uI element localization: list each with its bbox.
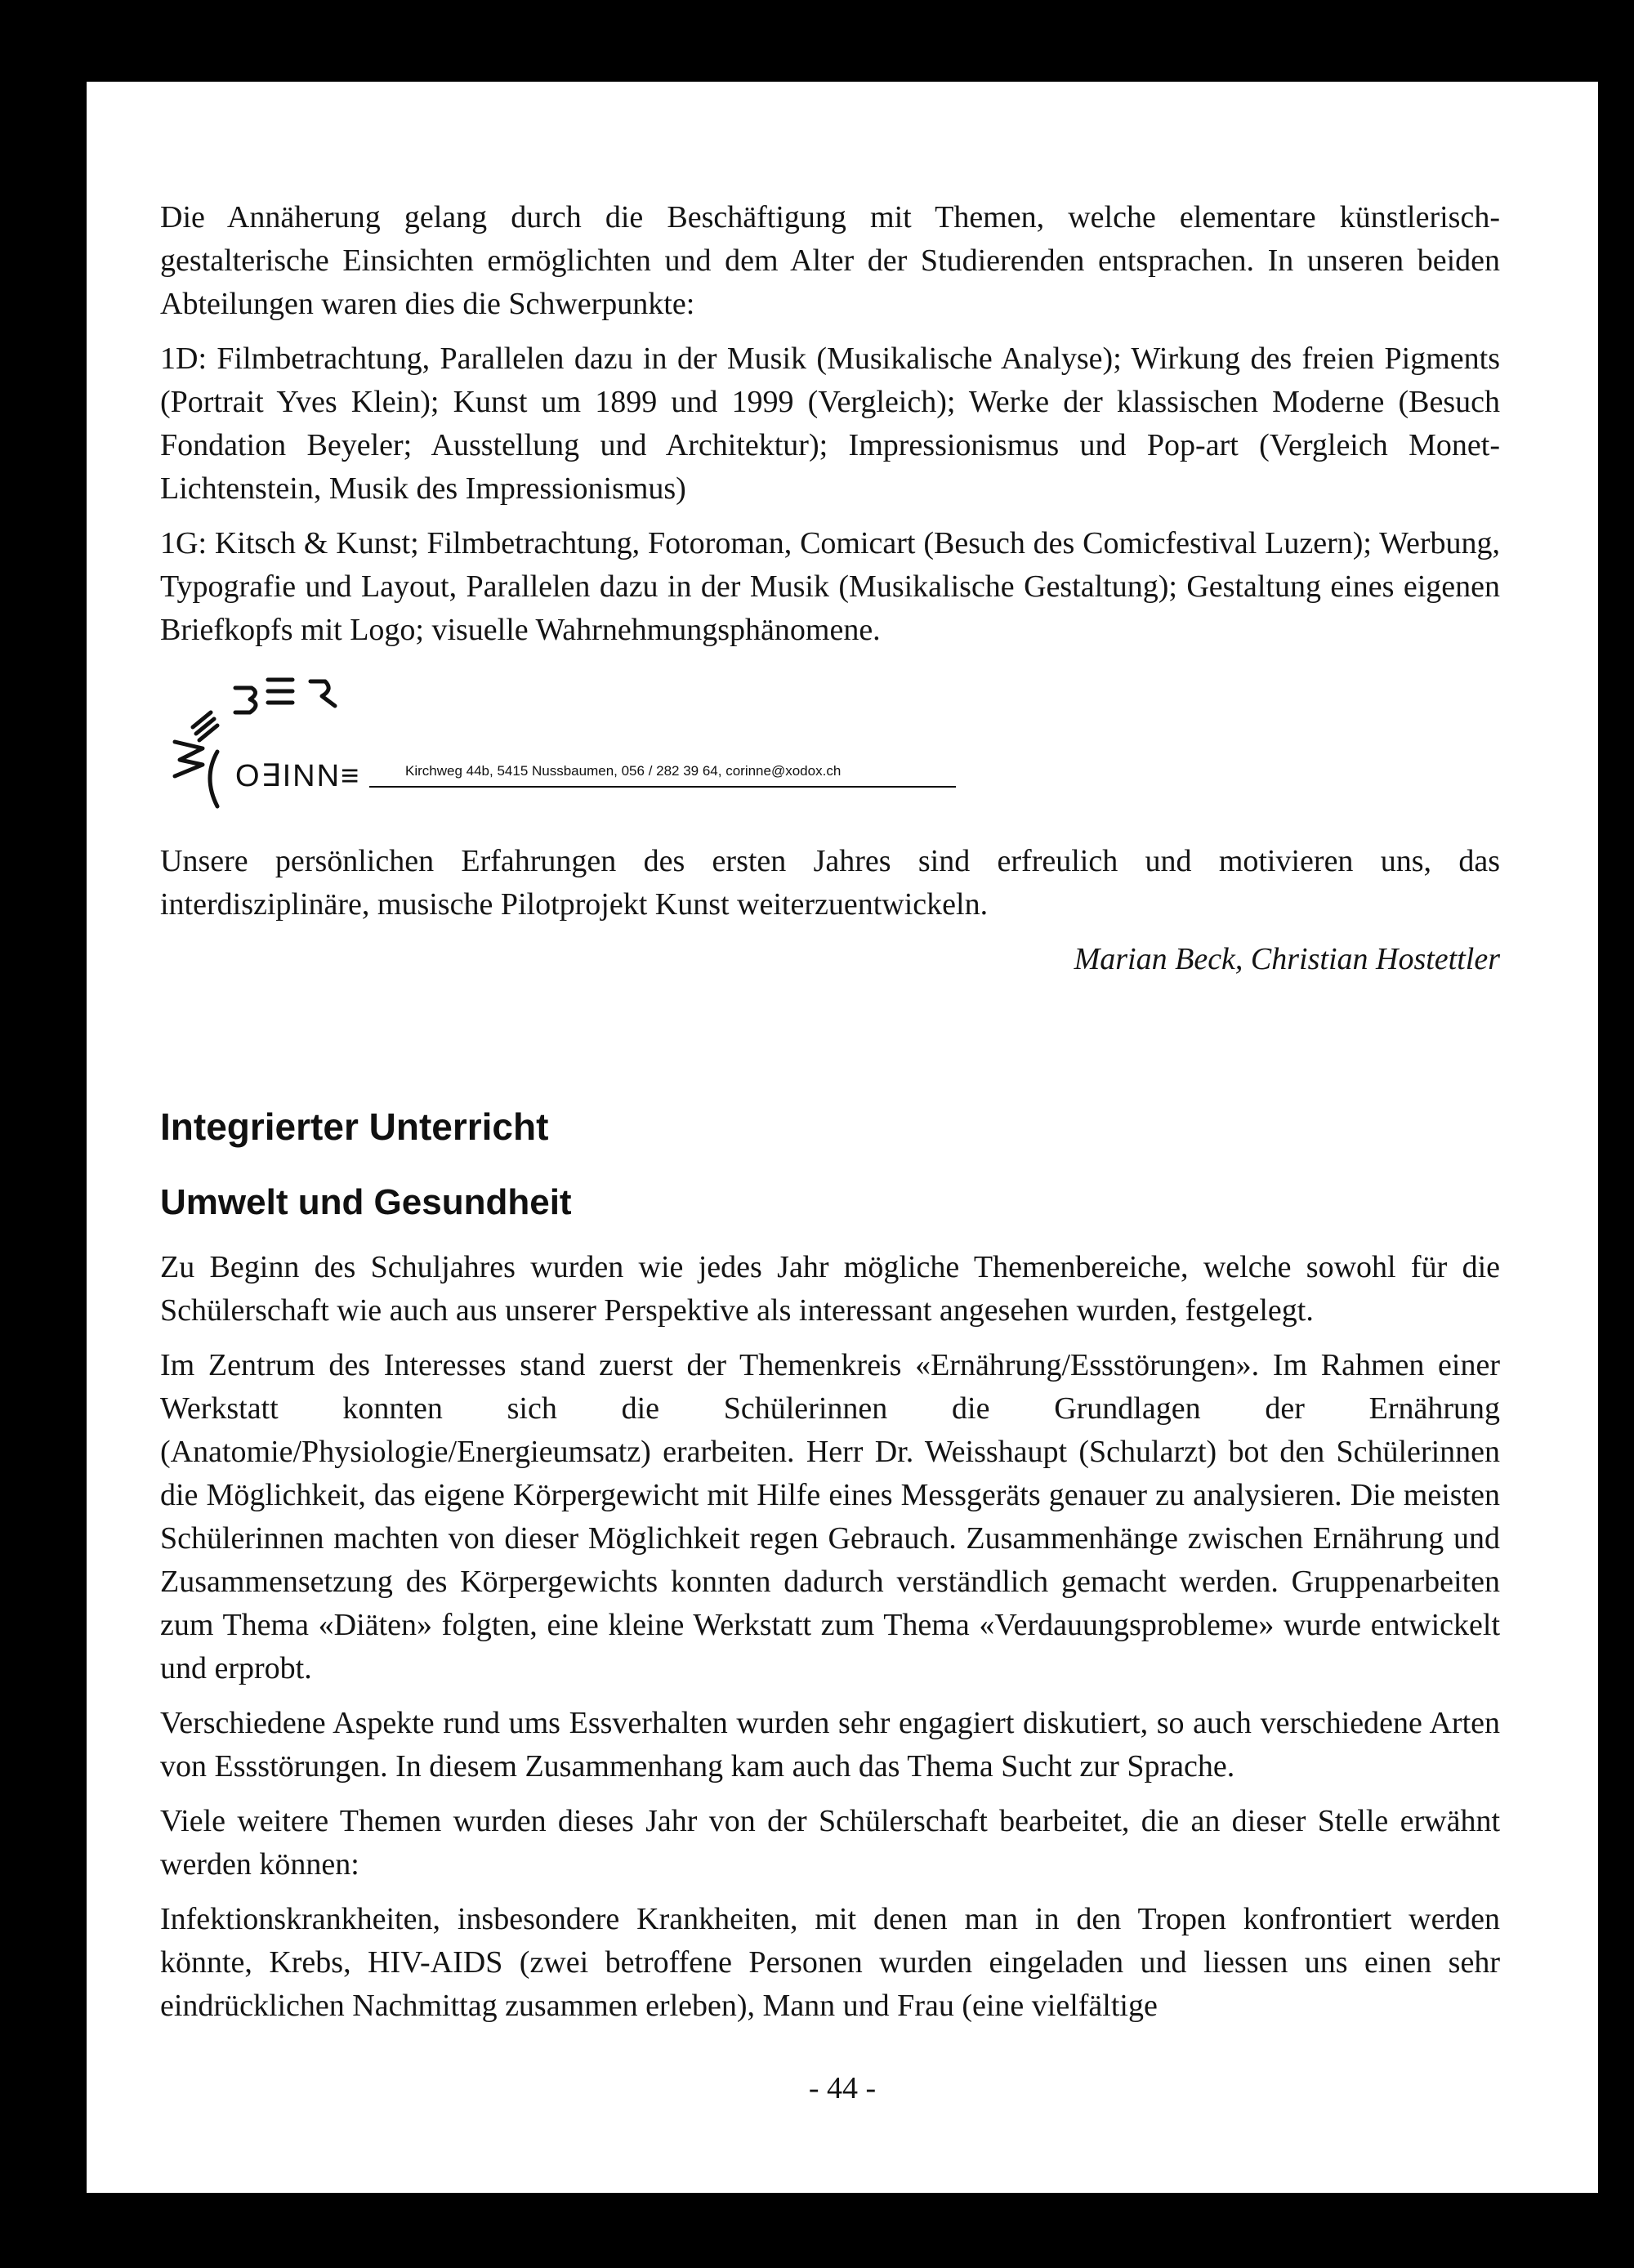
section-paragraph-1: Zu Beginn des Schuljahres wurden wie jedes Jahr mögliche Themenbereiche, welche sowohl für die Schülerschaft wie auch aus unserer Perspektive als interessant angesehen wurden, festgelegt. bbox=[160, 1250, 1500, 1328]
section-paragraph-4: Viele weitere Themen wurden dieses Jahr von der Schülerschaft bearbeitet, die an dieser Stelle erwähnt werden können: bbox=[160, 1804, 1500, 1882]
section-title: Integrierter Unterricht bbox=[160, 1105, 549, 1148]
document-page bbox=[87, 82, 1598, 2193]
page-content bbox=[160, 196, 1500, 2039]
section-paragraph-5: Infektionskrankheiten, insbesondere Krankheiten, mit denen man in den Tropen konfrontiert werden könnte, Krebs, HIV-AIDS (zwei betroffene Personen wurden eingeladen und liessen uns einen sehr eindrücklichen Nachmittag zusammen erleben), Mann und Frau (eine vielfältige bbox=[160, 1902, 1500, 2023]
intro-paragraph-1d: 1D: Filmbetrachtung, Parallelen dazu in der Musik (Musikalische Analyse); Wirkung des freien Pigments (Portrait Yves Klein); Kunst um 1899 und 1999 (Vergleich); Werke der klassischen Moderne (Besuch Fondation Beyeler; Ausstellung und Architektur); Impressionismus und Pop-art (Vergleich Monet-Lichtenstein, Musik des Impressionismus) bbox=[160, 342, 1500, 506]
closing-paragraph: Unsere persönlichen Erfahrungen des ersten Jahres sind erfreulich und motivieren uns, das interdisziplinäre, musische Pilotprojekt Kunst weiterzuentwickeln. bbox=[160, 844, 1500, 922]
author-signature: Marian Beck, Christian Hostettler bbox=[1074, 942, 1500, 976]
intro-paragraph-1: Die Annäherung gelang durch die Beschäftigung mit Themen, welche elementare künstlerisch-gestalterische Einsichten ermöglichten und dem Alter der Studierenden entsprachen. In unseren beiden Abteilungen waren dies die Schwerpunkte: bbox=[160, 200, 1500, 321]
section-paragraph-3: Verschiedene Aspekte rund ums Essverhalten wurden sehr engagiert diskutiert, so auch verschiedene Arten von Essstörungen. In diesem Zusammenhang kam auch das Thema Sucht zur Sprache. bbox=[160, 1706, 1500, 1784]
letterhead-name: O∃INN≡ bbox=[235, 759, 361, 793]
subsection-title: Umwelt und Gesundheit bbox=[160, 1182, 572, 1222]
letterhead-rule bbox=[369, 786, 956, 788]
weber-logo-graphic bbox=[160, 663, 405, 819]
letterhead-example bbox=[160, 663, 1500, 819]
page-number: - 44 - bbox=[808, 2071, 877, 2105]
section-paragraph-2: Im Zentrum des Interesses stand zuerst der Themenkreis «Ernährung/Essstörungen». Im Rahmen einer Werkstatt konnten sich die Schülerinnen die Grundlagen der Ernährung (Anatomie/Physiologie/Energieumsatz) erarbeiten. Herr Dr. Weisshaupt (Schularzt) bot den Schülerinnen die Möglichkeit, das eigene Körpergewicht mit Hilfe eines Messgeräts genauer zu analysieren. Die meisten Schülerinnen machten von dieser Möglichkeit regen Gebrauch. Zusammenhänge zwischen Ernährung und Zusammensetzung des Körpergewichts konnten dadurch verständlich gemacht werden. Gruppenarbeiten zum Thema «Diäten» folgten, eine kleine Werkstatt zum Thema «Verdauungsprobleme» wurde entwickelt und erprobt. bbox=[160, 1348, 1500, 1685]
intro-paragraph-1g: 1G: Kitsch & Kunst; Filmbetrachtung, Fotoroman, Comicart (Besuch des Comicfestival Luzern); Werbung, Typografie und Layout, Parallelen dazu in der Musik (Musikalische Gestaltung); Gestaltung eines eigenen Briefkopfs mit Logo; visuelle Wahrnehmungsphänomene. bbox=[160, 526, 1500, 647]
letterhead-address: Kirchweg 44b, 5415 Nussbaumen, 056 / 282 39 64, corinne@xodox.ch bbox=[405, 763, 842, 779]
